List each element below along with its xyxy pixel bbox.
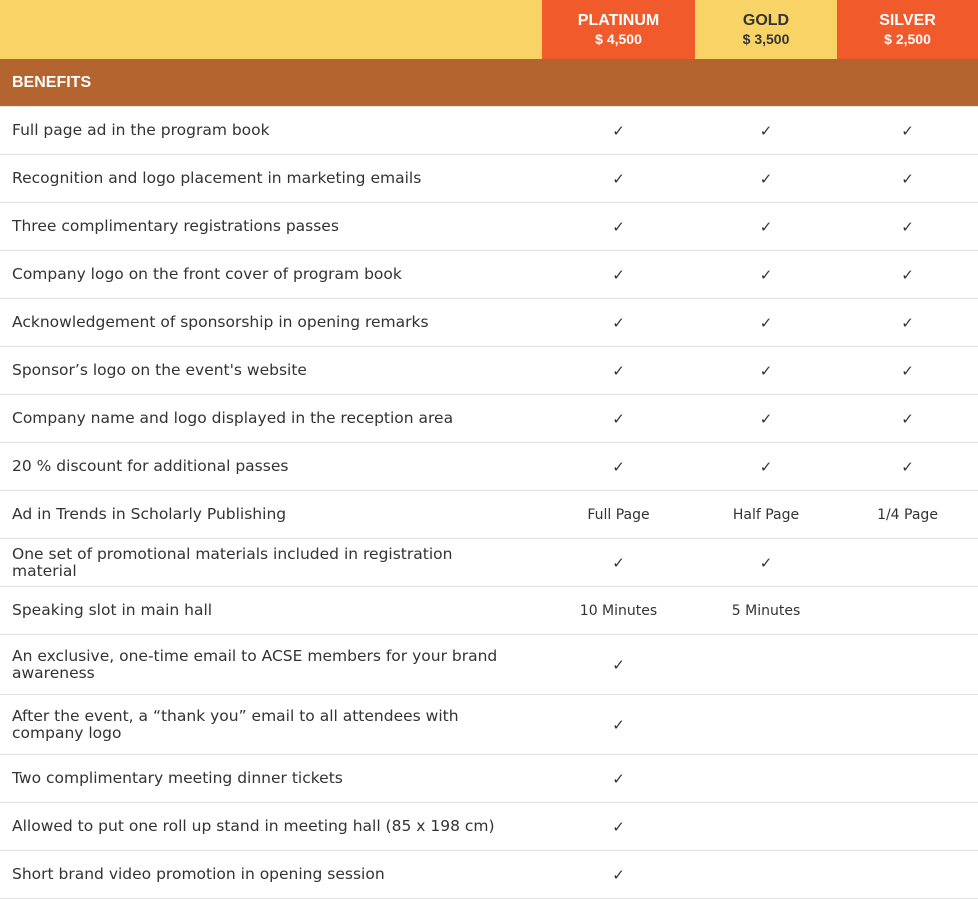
table-row xyxy=(0,347,978,395)
check-icon: ✓ xyxy=(612,313,625,332)
check-icon: ✓ xyxy=(759,361,773,380)
check-icon: ✓ xyxy=(612,361,625,380)
check-icon: ✓ xyxy=(759,217,773,236)
table-row xyxy=(0,491,978,539)
benefit-label: Sponsor’s logo on the event's website xyxy=(12,361,307,379)
tier-gold-header xyxy=(695,0,837,59)
benefit-label: Acknowledgement of sponsorship in opening remarks xyxy=(12,313,429,331)
table-row xyxy=(0,299,978,347)
check-icon: ✓ xyxy=(612,409,625,428)
table-row xyxy=(0,203,978,251)
check-icon: ✓ xyxy=(759,553,773,572)
tier-price: $ 2,500 xyxy=(884,30,931,47)
cell-gold: Half Page xyxy=(732,506,800,523)
tier-price: $ 4,500 xyxy=(595,30,642,47)
check-icon: ✓ xyxy=(901,121,914,140)
cell-silver xyxy=(837,539,978,586)
tier-name: SILVER xyxy=(879,11,936,29)
table-row xyxy=(0,851,978,899)
check-icon: ✓ xyxy=(759,313,773,332)
table-row xyxy=(0,107,978,155)
cell-silver xyxy=(837,755,978,802)
cell-platinum: Full Page xyxy=(587,506,650,523)
benefit-label: An exclusive, one-time email to ACSE members for your brand awareness xyxy=(12,646,498,682)
check-icon: ✓ xyxy=(612,217,625,236)
benefit-label: Company name and logo displayed in the reception area xyxy=(12,409,454,427)
benefit-label: Allowed to put one roll up stand in meeting hall (85 x 198 cm) xyxy=(12,817,495,835)
tier-header-row xyxy=(0,0,978,59)
table-row xyxy=(0,539,978,587)
table-row xyxy=(0,755,978,803)
check-icon: ✓ xyxy=(901,265,914,284)
table-row xyxy=(0,587,978,635)
cell-gold xyxy=(695,695,837,754)
check-icon: ✓ xyxy=(612,655,625,674)
tier-name: GOLD xyxy=(742,11,790,29)
check-icon: ✓ xyxy=(612,769,625,788)
check-icon: ✓ xyxy=(901,217,914,236)
check-icon: ✓ xyxy=(612,865,625,884)
benefit-label: Speaking slot in main hall xyxy=(12,601,213,619)
cell-silver xyxy=(837,587,978,634)
check-icon: ✓ xyxy=(901,361,914,380)
benefit-rows xyxy=(0,107,978,899)
benefit-label: 20 % discount for additional passes xyxy=(12,457,289,475)
table-row xyxy=(0,695,978,755)
cell-gold: 5 Minutes xyxy=(731,602,801,619)
cell-silver xyxy=(837,803,978,850)
table-row xyxy=(0,155,978,203)
table-row xyxy=(0,251,978,299)
benefit-label: Ad in Trends in Scholarly Publishing xyxy=(12,505,287,523)
tier-price: $ 3,500 xyxy=(742,30,790,47)
check-icon: ✓ xyxy=(759,265,773,284)
tier-platinum-header xyxy=(542,0,695,59)
benefit-label: Short brand video promotion in opening session xyxy=(12,865,385,883)
check-icon: ✓ xyxy=(612,715,625,734)
check-icon: ✓ xyxy=(901,409,914,428)
header-spacer xyxy=(0,0,542,59)
tier-silver-header xyxy=(837,0,978,59)
benefit-label: Full page ad in the program book xyxy=(12,121,270,139)
cell-gold xyxy=(695,803,837,850)
check-icon: ✓ xyxy=(612,817,625,836)
benefit-label: One set of promotional materials included in registration material xyxy=(12,544,453,580)
check-icon: ✓ xyxy=(612,553,625,572)
table-row xyxy=(0,395,978,443)
check-icon: ✓ xyxy=(901,457,914,476)
check-icon: ✓ xyxy=(612,457,625,476)
table-row xyxy=(0,803,978,851)
benefit-label: Three complimentary registrations passes xyxy=(12,217,339,235)
table-row xyxy=(0,443,978,491)
benefits-section-header xyxy=(0,59,978,107)
check-icon: ✓ xyxy=(759,121,773,140)
section-title: BENEFITS xyxy=(12,73,92,91)
cell-gold xyxy=(695,755,837,802)
cell-silver xyxy=(837,695,978,754)
cell-platinum: 10 Minutes xyxy=(579,602,658,619)
check-icon: ✓ xyxy=(612,121,625,140)
check-icon: ✓ xyxy=(901,169,914,188)
cell-silver: 1/4 Page xyxy=(877,506,938,523)
tier-name: PLATINUM xyxy=(577,11,660,29)
cell-silver xyxy=(837,635,978,694)
check-icon: ✓ xyxy=(759,169,773,188)
benefit-label: Company logo on the front cover of program book xyxy=(12,265,402,283)
check-icon: ✓ xyxy=(759,409,773,428)
table-row xyxy=(0,635,978,695)
check-icon: ✓ xyxy=(901,313,914,332)
cell-silver xyxy=(837,851,978,898)
benefit-label: Recognition and logo placement in marketing emails xyxy=(12,169,422,187)
benefit-label: After the event, a “thank you” email to all attendees with company logo xyxy=(12,706,459,742)
cell-gold xyxy=(695,851,837,898)
check-icon: ✓ xyxy=(759,457,773,476)
benefit-label: Two complimentary meeting dinner tickets xyxy=(12,769,343,787)
check-icon: ✓ xyxy=(612,169,625,188)
cell-gold xyxy=(695,635,837,694)
check-icon: ✓ xyxy=(612,265,625,284)
